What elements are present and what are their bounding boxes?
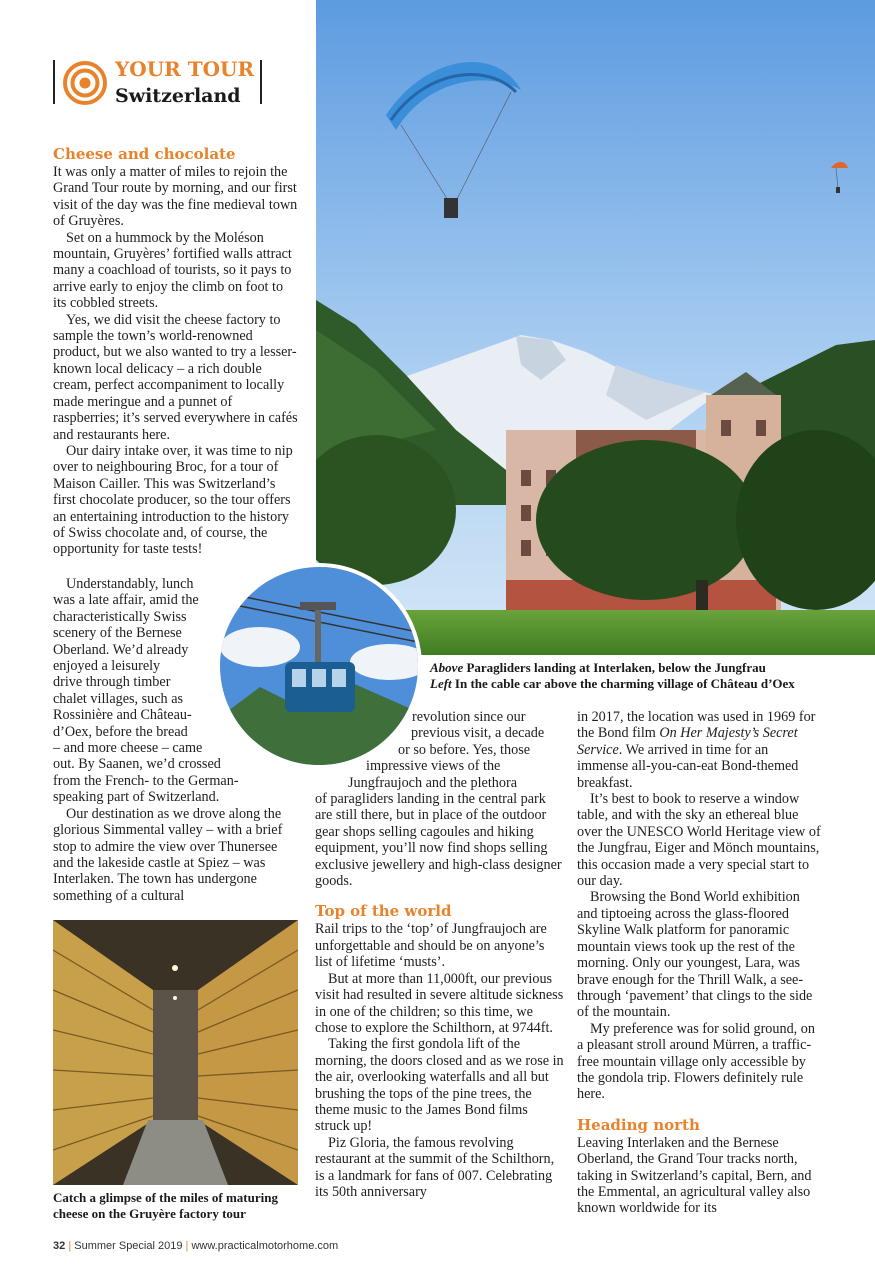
wrap-line: impressive views of the (366, 758, 501, 775)
paragraph: Our destination as we drove along the glorious Simmental valley – with a brief stop to admire the view over Thunersee and the lakeside castle at Spiez – was Interlaken. The town has undergone something of a cultural (53, 805, 283, 904)
wrap-line: out. By Saanen, we’d crossed (53, 756, 221, 773)
page-number: 32 (53, 1240, 66, 1252)
heading-heading-north: Heading north (577, 1115, 700, 1134)
caption-label-left: Left (430, 676, 452, 691)
wrap-line: Oberland. We’d already (53, 641, 189, 658)
column-3 (577, 709, 821, 1217)
wrap-line: Rossinière and Château- (53, 707, 192, 724)
film-title: On Her Majesty’s Secret Service (577, 725, 798, 758)
gruyere-caption: Catch a glimpse of the miles of maturing cheese on the Gruyère factory tour (53, 1190, 278, 1221)
paragraph: of paragliders landing in the central park are still there, but in place of the outdoor gear shops selling cagoules and hiking equipment, you’ll now find shops selling exclusive jewellery and high-class designer goods. (315, 791, 562, 890)
footer (53, 1240, 338, 1252)
column-1-wrap (53, 576, 298, 904)
caption-text-left: In the cable car above the charming village of Château d’Oex (451, 676, 795, 691)
caption-label-above: Above (430, 660, 464, 675)
paragraph: But at more than 11,000ft, our previous visit had resulted in severe altitude sickness in one of the children; so this time, we chose to explore the Schilthorn, at 9744ft. (315, 970, 564, 1036)
header-kicker: YOUR TOUR (115, 57, 255, 81)
wrap-line: – and more cheese – came (53, 740, 203, 757)
header-rule-left (53, 60, 55, 104)
wrap-line: previous visit, a decade (411, 725, 545, 742)
cheese-cellar-photo (53, 920, 298, 1185)
issue-label: Summer Special 2019 (74, 1240, 183, 1252)
column-1 (53, 145, 298, 558)
wrap-line: was a late affair, amid the (53, 592, 199, 609)
wrap-line: from the French- to the German- (53, 772, 239, 789)
heading-top-of-the-world: Top of the world (315, 902, 452, 921)
paragraph: Taking the first gondola lift of the morning, the doors closed and as we rose in the air, overlooking waterfalls and all but brushing the tops of the pine trees, the theme music to the James Bond films struck up! (315, 1036, 564, 1135)
footer-divider: | (68, 1240, 72, 1252)
wrap-line: d’Oex, before the bread (53, 723, 188, 740)
wrap-line: enjoyed a leisurely (53, 658, 161, 675)
wrap-line: Jungfraujoch and the plethora (348, 774, 518, 791)
wrap-line: revolution since our (412, 709, 526, 725)
target-rings-icon (63, 61, 107, 105)
paragraph: Yes, we did visit the cheese factory to sample the town’s world-renowned product, but we also wanted to try a lesser-known local delicacy – a rich double cream, perfect accompaniment to locally made meringue and a punnet of raspberries; it’s served everywhere in cafés and restaurants here. (53, 311, 298, 443)
paragraph (577, 709, 821, 791)
text-span: in 2017, the location was used in 1969 for the Bond film (577, 709, 816, 742)
paragraph: Set on a hummock by the Moléson mountain, Gruyères’ fortified walls attract many a coachload of tourists, so it pays to arrive early to enjoy the climb on foot to its cobbled streets. (53, 229, 292, 312)
wrap-line: or so before. Yes, those (398, 741, 531, 758)
header-place: Switzerland (115, 85, 241, 107)
paragraph: Rail trips to the ‘top’ of Jungfraujoch are unforgettable and should be on anyone’s list of lifetime ‘musts’. (315, 921, 547, 971)
footer-divider: | (185, 1240, 189, 1252)
wrap-line: scenery of the Bernese (53, 625, 182, 642)
paragraph: Our dairy intake over, it was time to nip over to neighbouring Broc, for a tour of Maison Cailler. This was Switzerland’s first chocolate producer, so the tour offers an entertaining introduction to the history of Swiss chocolate and, of course, the opportunity for taste tests! (53, 442, 293, 558)
paragraph: Leaving Interlaken and the Bernese Oberland, the Grand Tour tracks north, taking in Switzerland’s capital, Bern, and the Emmental, an agricultural valley also known worldwide for its (577, 1134, 812, 1217)
paragraph: Piz Gloria, the famous revolving restaurant at the summit of the Schilthorn, is a landmark for fans of 007. Celebrating its 50th anniversary (315, 1134, 555, 1200)
caption-text-above: Paragliders landing at Interlaken, below the Jungfrau (463, 660, 766, 675)
wrap-line: Understandably, lunch (66, 576, 194, 592)
wrap-line: chalet villages, such as (53, 690, 184, 707)
column-2 (315, 709, 565, 1200)
paragraph: It’s best to book to reserve a window table, and with the sky an ethereal blue over the UNESCO World Heritage view of the Jungfrau, Eiger and Mönch mountains, this occasion made a very special start to our day. (577, 791, 821, 890)
wrap-line: drive through timber (53, 674, 171, 691)
wrap-line: characteristically Swiss (53, 608, 187, 625)
paragraph: My preference was for solid ground, on a pleasant stroll around Mürren, a traffic-free mountain village only accessible by the gondola trip. Flowers definitely rule here. (577, 1020, 815, 1103)
paragraph: It was only a matter of miles to rejoin the Grand Tour route by morning, and our first visit of the day was the fine medieval town of Gruyères. (53, 164, 298, 230)
heading-cheese-and-chocolate: Cheese and chocolate (53, 145, 236, 163)
hero-photo-interlaken (316, 0, 875, 655)
text-span: . We arrived in time for an immense all-you-can-eat Bond-themed breakfast. (577, 741, 799, 791)
wrap-line: speaking part of Switzerland. (53, 789, 220, 806)
photo-caption (430, 660, 850, 692)
header-rule-right (260, 60, 262, 104)
paragraph: Browsing the Bond World exhibition and tiptoeing across the glass-floored Skyline Walk platform for panoramic mountain views took up the rest of the morning. Only our youngest, Lara, was brave enough for the Thrill Walk, a see-through ‘pavement’ that clings to the side of the mountain. (577, 889, 813, 1021)
website-link[interactable]: www.practicalmotorhome.com (191, 1240, 339, 1252)
